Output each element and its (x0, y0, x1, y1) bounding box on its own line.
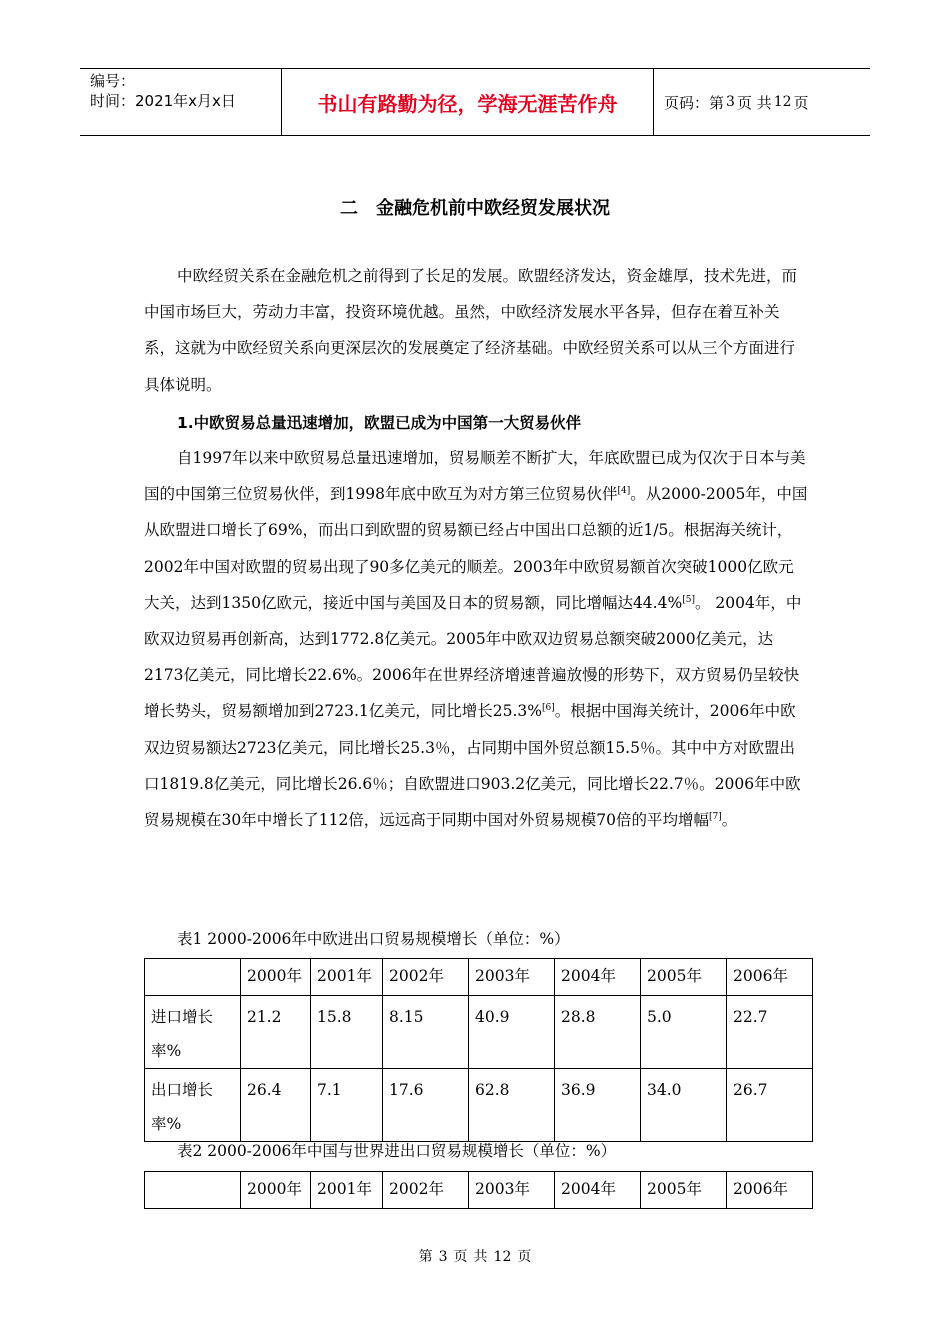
table-1-corner (145, 959, 241, 996)
citation-5: [5] (682, 594, 695, 605)
footer-gong: 共 (473, 1249, 488, 1265)
paragraph-2-part-e: 。 (721, 811, 738, 830)
page-current: 3 (726, 94, 735, 110)
year-cell: 2005年 (641, 959, 727, 996)
page-total: 12 (773, 94, 792, 110)
footer-ye: 页 (453, 1249, 468, 1265)
citation-6: [6] (541, 703, 555, 714)
section-title (0, 194, 950, 220)
table-row (145, 1069, 813, 1142)
page-suffix: 页 (793, 93, 809, 112)
table-cell: 28.8 (555, 996, 641, 1069)
header-page-number (654, 69, 870, 135)
year-cell: 2006年 (727, 1172, 813, 1209)
table-row (145, 996, 813, 1069)
table-cell: 36.9 (555, 1069, 641, 1142)
table-cell: 22.7 (727, 996, 813, 1069)
page-footer (0, 1246, 950, 1266)
table-cell: 21.2 (241, 996, 311, 1069)
section-title-text: 金融危机前中欧经贸发展状况 (376, 198, 610, 219)
table-2 (144, 1171, 813, 1209)
table-cell: 17.6 (383, 1069, 469, 1142)
year-cell: 2002年 (383, 1172, 469, 1209)
table-cell: 26.4 (241, 1069, 311, 1142)
page-prefix: 页码：第 (664, 93, 725, 112)
header-info (80, 69, 282, 135)
paragraph-2-part-d: 。根据中国海关统计，2006年中欧双边贸易额达2723亿美元，同比增长25.3％，占同期中国外贸总额15.5％。其中中方对欧盟出口1819.8亿美元，同比增长26.6％；自欧盟进口903.2亿美元，同比增长22.7％。2006年中欧贸易规模在30年中增长了112倍，远远高于同期中国对外贸易规模70倍的平均增幅 (144, 702, 801, 830)
code-label: 编号： (90, 72, 136, 90)
year-cell: 2000年 (241, 1172, 311, 1209)
table-1 (144, 958, 813, 1142)
year-cell: 2002年 (383, 959, 469, 996)
table-1-caption: 表1 2000-2006年中欧进出口贸易规模增长（单位：%） (177, 930, 570, 948)
year-cell: 2001年 (311, 1172, 383, 1209)
footer-ye: 页 (517, 1249, 532, 1265)
row-label: 出口增长率% (145, 1069, 241, 1142)
year-cell: 2006年 (727, 959, 813, 996)
year-cell: 2005年 (641, 1172, 727, 1209)
table-cell: 7.1 (311, 1069, 383, 1142)
table-cell: 15.8 (311, 996, 383, 1069)
row-label: 进口增长率% (145, 996, 241, 1069)
table-cell: 26.7 (727, 1069, 813, 1142)
table-cell: 34.0 (641, 1069, 727, 1142)
year-cell: 2003年 (469, 1172, 555, 1209)
table-cell: 8.15 (383, 996, 469, 1069)
footer-current-page: 3 (438, 1249, 448, 1265)
citation-7: [7] (709, 812, 722, 823)
citation-4: [4] (617, 486, 631, 497)
date-label: 时间：2021年x月x日 (90, 92, 236, 110)
subsection-heading: 1.中欧贸易总量迅速增加，欧盟已成为中国第一大贸易伙伴 (177, 414, 582, 432)
footer-di: 第 (418, 1249, 433, 1265)
table-cell: 5.0 (641, 996, 727, 1069)
year-cell: 2004年 (555, 959, 641, 996)
paragraph-1: 中欧经贸关系在金融危机之前得到了长足的发展。欧盟经济发达，资金雄厚，技术先进，而中国市场巨大，劳动力丰富，投资环境优越。虽然，中欧经济发展水平各异，但存在着互补关系，这就为中欧经贸关系向更深层次的发展奠定了经济基础。中欧经贸关系可以从三个方面进行具体说明。 (144, 267, 798, 394)
paragraph-2 (144, 440, 808, 838)
header-motto: 书山有路勤为径，学海无涯苦作舟 (282, 69, 654, 135)
year-cell: 2001年 (311, 959, 383, 996)
table-2-header-row (145, 1172, 813, 1209)
paragraph-2-part-a: 自1997年以来中欧贸易总量迅速增加，贸易顺差不断扩大，年底欧盟已成为仅次于日本与美国的中国第三位贸易伙伴，到1998年底中欧互为对方第三位贸易伙伴 (144, 449, 806, 504)
table-2-corner (145, 1172, 241, 1209)
year-cell: 2000年 (241, 959, 311, 996)
table-cell: 40.9 (469, 996, 555, 1069)
footer-total-pages: 12 (493, 1249, 512, 1265)
page-header (80, 68, 870, 136)
paragraph-2-part-c: 。 2004年，中欧双边贸易再创新高，达到1772.8亿美元。2005年中欧双边贸易总额突破2000亿美元，达2173亿美元，同比增长22.6%。2006年在世界经济增速普遍放慢的形势下，双方贸易仍呈较快增长势头，贸易额增加到2723.1亿美元，同比增长25.3% (144, 593, 802, 721)
paragraph-2-part-b: 。从2000-2005年，中国从欧盟进口增长了69%，而出口到欧盟的贸易额已经占中国出口总额的近1/5。根据海关统计，2002年中国对欧盟的贸易出现了90多亿美元的顺差。2003年中欧贸易额首次突破1000亿欧元大关，达到1350亿欧元，接近中国与美国及日本的贸易额，同比增幅达44.4% (144, 485, 808, 612)
page-mid: 页 共 (736, 93, 772, 112)
table-cell: 62.8 (469, 1069, 555, 1142)
table-1-header-row (145, 959, 813, 996)
section-number: 二 (340, 198, 358, 219)
year-cell: 2004年 (555, 1172, 641, 1209)
year-cell: 2003年 (469, 959, 555, 996)
table-2-caption: 表2 2000-2006年中国与世界进出口贸易规模增长（单位：%） (177, 1142, 617, 1160)
